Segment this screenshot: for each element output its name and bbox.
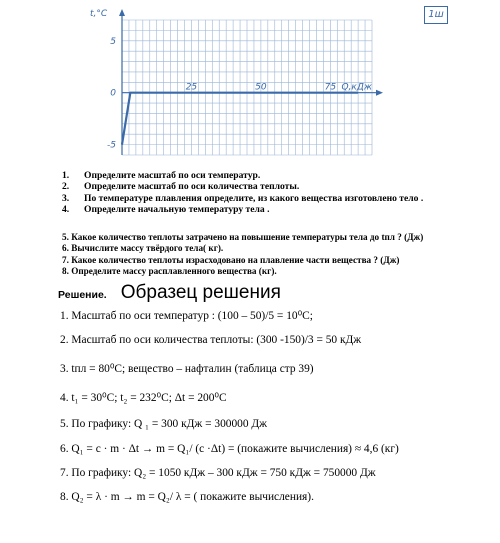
y-tick-label: 0 [110, 88, 116, 99]
y-tick-label: 5 [110, 36, 116, 47]
solution-heading [58, 282, 281, 304]
questions-list-b [62, 232, 423, 278]
temperature-heat-graph [66, 0, 386, 162]
answer-item: 7. По графику: Q₂ = 1050 кДж – 300 кДж = 750 кДж = 750000 Дж [60, 467, 376, 479]
question-item: 2. Определите масштаб по оси количества теплоты. [62, 181, 300, 193]
x-tick-label: 25 [185, 82, 198, 93]
question-item: 1. Определите масштаб по оси температур. [62, 170, 261, 181]
answer-item: 2. Масштаб по оси количества теплоты: (300 -150)/3 = 50 кДж [60, 334, 362, 346]
question-item: 8. Определите массу расплавленного вещества (кг). [62, 266, 277, 277]
x-axis-arrow [376, 90, 383, 96]
question-item: 7. Какое количество теплоты израсходовано на плавление части вещества ? (Дж) [62, 254, 400, 265]
question-item: 6. Вычислите массу твёрдого тела( кг). [62, 243, 224, 254]
x-tick-label: 75 [324, 82, 337, 93]
answer-item: 6. Q₁ = c · m · Δt → m = Q₁/ (c ·Δt) = (покажите вычисления) ≈ 4,6 (кг) [60, 443, 399, 455]
question-item: 3. По температуре плавления определите, из какого вещества изготовлено тело . [62, 192, 424, 204]
answer-item: 4. t₁ = 30⁰C; t₂ = 232⁰C; Δt = 200⁰C [60, 392, 227, 404]
answer-item: 8. Q₂ = λ · m → m = Q₂/ λ = ( покажите вычисления). [60, 491, 314, 503]
question-item: 5. Какое количество теплоты затрачено на повышение температуры тела до tпл ? (Дж) [62, 232, 424, 242]
x-axis-label: Q,кДж [341, 82, 372, 93]
answer-item: 3. tпл = 80⁰C; вещество – нафталин (таблица стр 39) [60, 363, 314, 375]
questions-list-a [62, 170, 423, 216]
solution-label: Решение. [58, 289, 107, 301]
graph-panel [66, 0, 444, 162]
y-axis-arrow [119, 9, 125, 16]
question-item: 4. Определите начальную температуру тела . [62, 204, 270, 216]
y-axis-label: t,°C [90, 9, 108, 19]
answer-item: 1. Масштаб по оси температур : (100 – 50)/5 = 10⁰C; [60, 310, 313, 322]
variant-tag: 1ш [424, 6, 448, 24]
x-tick-label: 50 [255, 82, 267, 93]
y-tick-label: -5 [107, 140, 116, 151]
answer-item: 5. По графику: Q ₁ = 300 кДж = 300000 Дж [60, 418, 268, 430]
solution-title: Образец решения [120, 282, 281, 303]
